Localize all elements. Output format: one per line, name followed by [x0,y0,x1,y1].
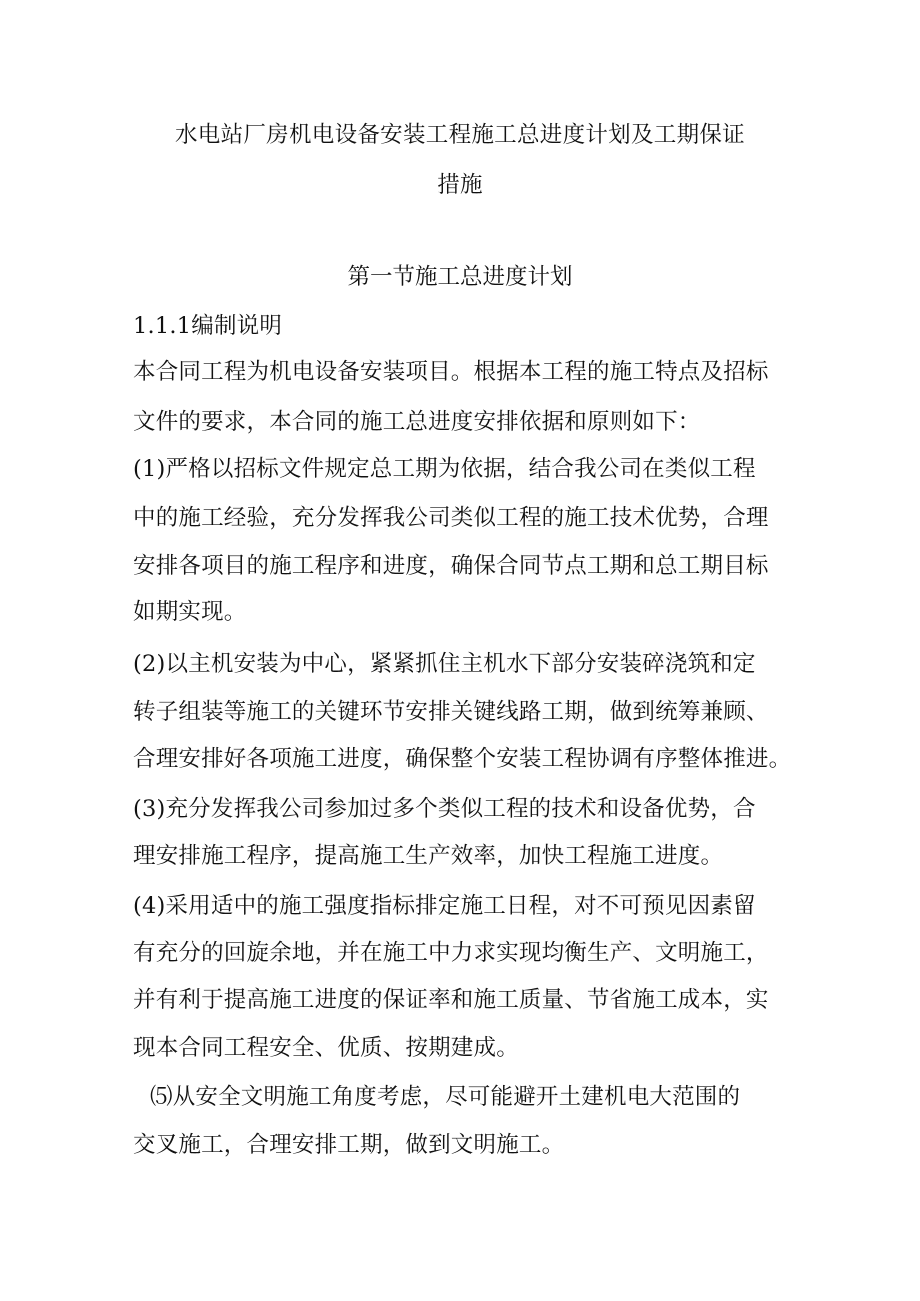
item-4-line: (4)采用适中的施工强度指标排定施工日程，对不可预见因素留 [133,893,756,919]
item-2-line: 合理安排好各项施工进度，确保整个安装工程协调有序整体推进。 [133,746,792,772]
subsection-heading: 1.1.1编制说明 [133,313,283,339]
item-4-line: 有充分的回旋余地，并在施工中力求实现均衡生产、文明施工， [133,940,769,966]
item-1-line: 中的施工经验，充分发挥我公司类似工程的施工技术优势，合理 [133,505,769,531]
document-title-line-1: 水电站厂房机电设备安装工程施工总进度计划及工期保证 [174,122,745,148]
item-1-line: 如期实现。 [133,599,247,625]
item-4-line: 现本合同工程安全、优质、按期建成。 [133,1035,519,1061]
intro-line: 本合同工程为机电设备安装项目。根据本工程的施工特点及招标 [133,359,769,385]
item-1-line: (1)严格以招标文件规定总工期为依据，结合我公司在类似工程 [133,456,756,482]
intro-line: 文件的要求，本合同的施工总进度安排依据和原则如下： [133,409,701,435]
item-3-line: 理安排施工程序，提高施工生产效率，加快工程施工进度。 [133,843,724,869]
item-5-line: 交叉施工，合理安排工期，做到文明施工。 [133,1132,565,1158]
item-4-line: 并有利于提高施工进度的保证率和施工质量、节省施工成本，实 [133,987,769,1013]
item-1-line: 安排各项目的施工程序和进度，确保合同节点工期和总工期目标 [133,553,769,579]
item-2-line: 转子组装等施工的关键环节安排关键线路工期，做到统筹兼顾、 [133,699,769,725]
item-5-line: ⑸从安全文明施工角度考虑，尽可能避开土建机电大范围的 [150,1084,741,1110]
document-title-line-2: 措施 [437,172,483,198]
item-3-line: (3)充分发挥我公司参加过多个类似工程的技术和设备优势，合 [133,796,756,822]
section-heading: 第一节施工总进度计划 [347,264,573,290]
item-2-line: (2)以主机安装为中心，紧紧抓住主机水下部分安装碎浇筑和定 [133,651,756,677]
